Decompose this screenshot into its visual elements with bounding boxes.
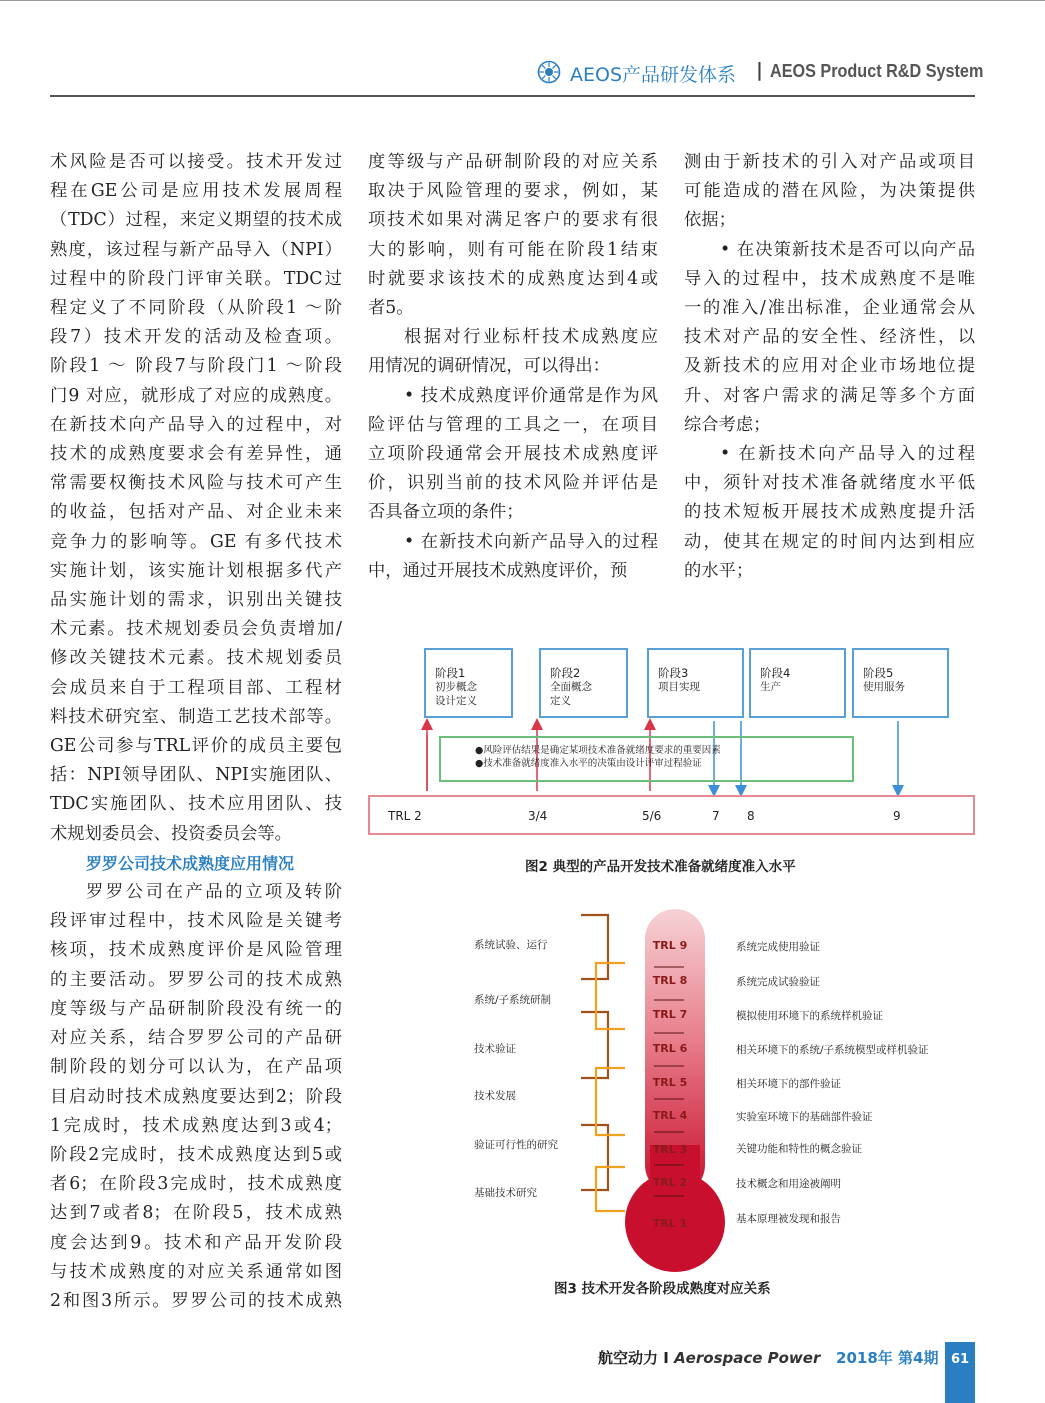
text-line: 实施计划，该实施计划根据多代产: [50, 560, 342, 581]
trl-tick: 9: [893, 809, 901, 823]
col2-paragraph-1: [368, 148, 658, 323]
stage-title: 阶段4: [760, 666, 791, 680]
trl-description: 实验室环境下的基础部件验证: [736, 1111, 873, 1123]
text-line: TDC实施团队、技术应用团队、技: [50, 794, 342, 815]
text-line: 段7）技术开发的活动及检查项。: [50, 327, 342, 348]
text-line: 度会达到9。技术和产品开发阶段: [50, 1232, 342, 1253]
figure-3-graphic: [470, 905, 950, 1275]
issue-info: 2018年 第4期: [836, 1349, 939, 1367]
col3-bullet-1: [684, 236, 975, 440]
page-header: [50, 56, 984, 96]
col3-bullet-2: [684, 440, 975, 586]
text-line: 罗罗公司在产品的立项及转阶: [86, 882, 342, 903]
text-line: 用情况的调研情况，可以得出：: [368, 356, 610, 377]
trl-description: 相关环境下的部件验证: [736, 1078, 841, 1090]
header-separator: |: [756, 59, 763, 81]
col2-paragraph-2: [368, 323, 658, 381]
text-line: 技术对产品的安全性、经济性，以: [684, 327, 975, 348]
stage-desc: 生产: [760, 681, 781, 693]
text-line: 术规划委员会、投资委员会等。: [50, 823, 292, 844]
text-line: 度等级与产品研制阶段的对应关系: [368, 152, 658, 172]
text-line: 者5。: [368, 298, 414, 319]
text-line: 升、对客户需求的满足等多个方面: [684, 385, 975, 406]
aeos-logo-icon: [537, 60, 561, 84]
note-box: [439, 736, 854, 782]
text-line: 1完成时，技术成熟度达到3或4；: [50, 1115, 342, 1136]
text-line: 程定义了不同阶段（从阶段1 ～阶: [50, 298, 342, 319]
trl-level-label: TRL 8: [652, 974, 688, 987]
trl-level-label: TRL 3: [652, 1143, 688, 1156]
text-line: （TDC）过程，来定义期望的技术成: [50, 210, 342, 231]
trl-level-label: TRL 5: [652, 1076, 688, 1089]
col2-bullet-2: [368, 528, 658, 586]
stage-desc: 项目实现: [658, 681, 700, 693]
stage-label: 系统/子系统研制: [474, 994, 552, 1006]
text-line: 过程中的阶段门评审关联。TDC过: [50, 268, 342, 289]
text-line: 品实施计划的需求，识别出关键技: [50, 590, 342, 611]
text-line: 依据；: [684, 210, 736, 231]
text-line: 项技术如果对满足客户的要求有很: [368, 210, 658, 231]
text-line: 括：NPI领导团队、NPI实施团队、: [50, 765, 342, 786]
stage-label: 技术验证: [474, 1043, 516, 1055]
text-line: 目启动时技术成熟度要达到2；阶段: [50, 1086, 342, 1107]
column-3: [684, 148, 975, 586]
trl-description: 关键功能和特性的概念验证: [736, 1143, 862, 1155]
col1-paragraph: [50, 148, 342, 849]
note-item: ●技术准备就绪度准入水平的决策由设计评审过程验证: [475, 758, 702, 769]
trl-level-label: TRL 6: [652, 1042, 688, 1055]
text-line: 常需要权衡技术风险与技术可产生: [50, 473, 342, 494]
text-line: 竞争力的影响等。GE 有多代技术: [50, 531, 342, 552]
trl-tick: 3/4: [528, 809, 548, 823]
header-title-en: AEOS Product R&D System: [770, 61, 984, 81]
trl-description: 相关环境下的系统/子系统模型或样机验证: [736, 1044, 929, 1056]
text-line: 中，须针对技术准备就绪度水平低: [684, 473, 975, 494]
trl-description: 基本原理被发现和报告: [736, 1213, 841, 1225]
text-line: 的水平；: [684, 560, 754, 581]
column-2: [368, 148, 658, 586]
stage-box-4: [749, 648, 846, 718]
brackets-brown: [581, 915, 608, 1190]
text-line: 动，使其在规定的时间内达到相应: [684, 531, 975, 552]
text-line: 门9 对应，就形成了对应的成熟度。: [50, 385, 342, 406]
text-line: 时就要求该技术的成熟度达到4或: [368, 268, 658, 289]
text-line: 在新技术向产品导入的过程中，对: [50, 414, 342, 435]
trl-description: 系统完成试验验证: [736, 976, 820, 988]
stage-title: 阶段3: [658, 666, 689, 680]
journal-name-en: Aerospace Power: [674, 1349, 821, 1367]
col3-paragraph-1: [684, 148, 975, 236]
column-1: [50, 148, 342, 1316]
text-line: 核项，技术成熟度评价是风险管理: [50, 940, 342, 961]
text-line: 术元素。技术规划委员会负责增加/: [50, 619, 342, 640]
stage-label: 验证可行性的研究: [474, 1139, 558, 1151]
text-line: 测由于新技术的引入对产品或项目: [684, 152, 975, 172]
stage-label: 基础技术研究: [474, 1187, 537, 1199]
trl-tick: 7: [712, 809, 720, 823]
text-line: 一的准入/准出标准，企业通常会从: [684, 298, 975, 319]
text-line: 与技术成熟度的对应关系通常如图: [50, 1261, 342, 1282]
trl-description: 技术概念和用途被阐明: [736, 1178, 841, 1190]
text-line: 技术的成熟度要求会有差异性，通: [50, 444, 342, 465]
stage-desc: 定义: [550, 695, 571, 707]
stage-title: 阶段2: [550, 666, 581, 680]
figure-3: [470, 905, 950, 1275]
stage-desc: 初步概念: [435, 681, 477, 693]
journal-name-cn: 航空动力: [598, 1349, 659, 1367]
stage-box-2: [539, 648, 628, 718]
figure-2-caption: 图2 典型的产品开发技术准备就绪度准入水平: [525, 859, 796, 875]
trl-level-label: TRL 1: [652, 1217, 688, 1230]
text-line: 的收益，包括对产品、对企业未来: [50, 502, 342, 523]
stage-desc: 设计定义: [435, 695, 477, 707]
text-line: 可能造成的潜在风险，为决策提供: [684, 181, 975, 202]
text-line: 取决于风险管理的要求，例如，某: [368, 181, 658, 202]
footer-separator: I: [663, 1349, 669, 1367]
trl-level-label: TRL 2: [652, 1176, 688, 1189]
text-line: 度等级与产品研制阶段没有统一的: [50, 998, 342, 1019]
trl-description: 系统完成使用验证: [736, 941, 820, 953]
text-line: 的主要活动。罗罗公司的技术成熟: [50, 969, 342, 990]
text-line: GE公司参与TRL评价的成员主要包: [50, 736, 342, 757]
stage-desc: 使用服务: [863, 681, 905, 693]
text-line: 的技术短板开展技术成熟度提升活: [684, 502, 975, 523]
section-heading: 罗罗公司技术成熟度应用情况: [86, 853, 295, 873]
stage-title: 阶段5: [863, 666, 894, 680]
text-line: 达到7或者8；在阶段5，技术成熟: [50, 1203, 342, 1224]
text-line: • 在新技术向产品导入的过程: [720, 444, 975, 465]
trl-tick: 8: [747, 809, 755, 823]
text-line: 程在GE公司是应用技术发展周程: [50, 181, 342, 202]
page-number: 61: [945, 1342, 975, 1403]
stage-desc: 全面概念: [550, 681, 592, 693]
trl-description: 模拟使用环境下的系统样机验证: [736, 1010, 883, 1022]
text-line: 否具备立项的条件；: [368, 502, 524, 523]
stage-label: 系统试验、运行: [474, 939, 548, 951]
col1-paragraph-2: [50, 878, 342, 1316]
brackets-orange: [596, 963, 625, 1211]
page-footer: [598, 1347, 938, 1368]
col2-bullet-1: [368, 382, 658, 528]
text-line: 料技术研究室、制造工艺技术部等。: [50, 706, 342, 727]
text-line: 导入的过程中，技术成熟度不是唯: [684, 268, 975, 289]
text-line: 大的影响，则有可能在阶段1结束: [368, 239, 658, 260]
stage-label: 技术发展: [474, 1090, 516, 1102]
stage-box-5: [852, 648, 949, 718]
top-border: [0, 0, 1045, 1]
text-line: 阶段1 ～ 阶段7与阶段门1 ～阶段: [50, 356, 342, 377]
header-rule: [50, 95, 975, 97]
text-line: 立项阶段通常会开展技术成熟度评: [368, 444, 658, 465]
text-line: 制阶段的划分可以认为，在产品项: [50, 1057, 342, 1078]
note-item: ●风险评估结果是确定某项技术准备就绪度要求的重要因素: [475, 745, 721, 756]
trl-tick: TRL 2: [388, 809, 422, 823]
stage-box-3: [647, 648, 744, 718]
text-line: 险评估与管理的工具之一，在项目: [368, 414, 658, 435]
text-line: • 技术成熟度评价通常是作为风: [404, 385, 658, 406]
text-line: 会成员来自于工程项目部、工程材: [50, 677, 342, 698]
text-line: 2和图3所示。罗罗公司的技术成熟: [50, 1290, 342, 1311]
text-line: 熟度，该过程与新产品导入（NPI）: [50, 239, 342, 260]
trl-tick: 5/6: [642, 809, 662, 823]
text-line: 根据对行业标杆技术成熟度应: [404, 327, 658, 348]
text-line: 修改关键技术元素。技术规划委员: [50, 648, 342, 669]
trl-level-label: TRL 4: [652, 1109, 688, 1122]
text-line: • 在新技术向新产品导入的过程: [404, 531, 658, 552]
text-line: 及新技术的应用对企业市场地位提: [684, 356, 975, 377]
text-line: 中，通过开展技术成熟度评价，预: [368, 560, 628, 581]
text-line: 段评审过程中，技术风险是关键考: [50, 911, 342, 932]
figure-2: [368, 645, 978, 840]
header-title-cn: AEOS产品研发体系: [570, 64, 737, 86]
figure-3-caption: 图3 技术开发各阶段成熟度对应关系: [554, 1281, 771, 1297]
stage-title: 阶段1: [435, 666, 466, 680]
text-line: 对应关系，结合罗罗公司的产品研: [50, 1028, 342, 1049]
trl-bar: [368, 795, 975, 835]
text-line: 综合考虑；: [684, 414, 771, 435]
text-line: 价，识别当前的技术风险并评估是: [368, 473, 658, 494]
text-line: 阶段2完成时，技术成熟度达到5或: [50, 1144, 342, 1165]
stage-box-1: [424, 648, 513, 718]
text-line: 者6；在阶段3完成时，技术成熟度: [50, 1174, 342, 1195]
trl-level-label: TRL 9: [652, 939, 688, 952]
text-line: • 在决策新技术是否可以向产品: [720, 239, 975, 260]
trl-level-label: TRL 7: [652, 1008, 688, 1021]
text-line: 术风险是否可以接受。技术开发过: [50, 152, 342, 172]
